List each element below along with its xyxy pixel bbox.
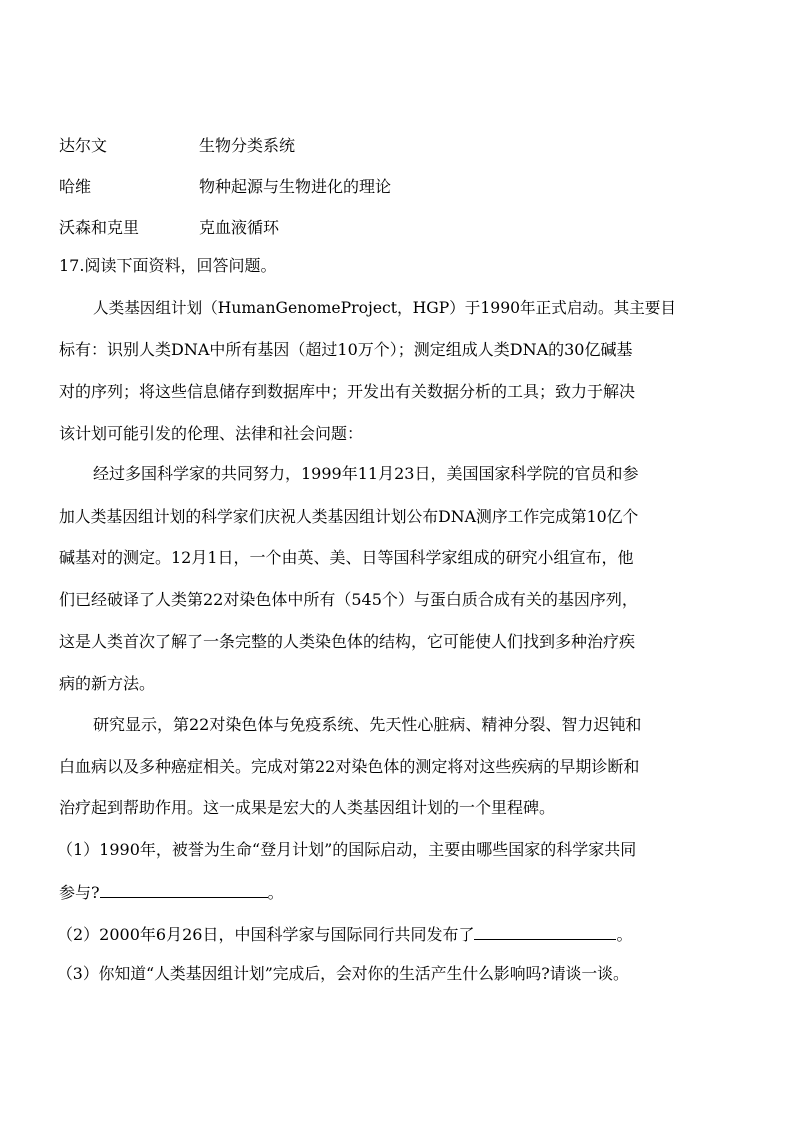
passage-line: 对的序列；将这些信息储存到数据库中；开发出有关数据分析的工具；致力于解决 bbox=[59, 382, 636, 401]
sub-question-3: （3）你知道“人类基因组计划”完成后，会对你的生活产生什么影响吗?请谈一谈。 bbox=[57, 964, 629, 983]
sub-question-1: （1）1990年，被誉为生命“登月计划”的国际启动，主要由哪些国家的科学家共同 bbox=[57, 840, 637, 859]
passage-line: 该计划可能引发的伦理、法律和社会问题： bbox=[59, 424, 364, 443]
passage-line: 加人类基因组计划的科学家们庆祝人类基因组计划公布DNA测序工作完成第10亿个 bbox=[59, 507, 639, 526]
sub-question-2 bbox=[57, 923, 632, 945]
pair-left: 沃森和克里 bbox=[59, 218, 140, 237]
sub-question-1-answer-line bbox=[59, 881, 284, 903]
matching-pair bbox=[0, 215, 794, 235]
passage-line: 病的新方法。 bbox=[59, 674, 156, 693]
passage-line: 这是人类首次了解了一条完整的人类染色体的结构，它可能使人们找到多种治疗疾 bbox=[59, 632, 636, 651]
passage-line: 标有：识别人类DNA中所有基因（超过10万个）；测定组成人类DNA的30亿碱基 bbox=[59, 340, 633, 359]
passage-line: 经过多国科学家的共同努力，1999年11月23日，美国国家科学院的官员和参 bbox=[93, 464, 639, 483]
pair-right: 生物分类系统 bbox=[199, 136, 296, 155]
pair-right: 物种起源与生物进化的理论 bbox=[199, 177, 392, 196]
pair-right: 克血液循环 bbox=[199, 218, 280, 237]
matching-pair bbox=[0, 133, 794, 153]
q1-prefix: 参与? bbox=[59, 883, 100, 902]
pair-left: 哈维 bbox=[59, 177, 92, 196]
q2-prefix: （2）2000年6月26日，中国科学家与国际同行共同发布了 bbox=[57, 925, 475, 944]
q1-suffix: 。 bbox=[267, 883, 284, 902]
passage-line: 研究显示，第22对染色体与免疫系统、先天性心脏病、精神分裂、智力迟钝和 bbox=[93, 715, 642, 734]
q2-suffix: 。 bbox=[616, 925, 633, 944]
matching-pair bbox=[0, 174, 794, 194]
q1-answer-blank[interactable] bbox=[100, 881, 268, 898]
passage-line: 碱基对的测定。12月1日，一个由英、美、日等国科学家组成的研究小组宣布，他 bbox=[59, 548, 634, 567]
question-title: 17.阅读下面资料，回答问题。 bbox=[59, 256, 277, 275]
passage-line: 们已经破译了人类第22对染色体中所有（545个）与蛋白质合成有关的基因序列， bbox=[59, 590, 638, 609]
q2-answer-blank[interactable] bbox=[474, 923, 616, 940]
passage-line: 白血病以及多种癌症相关。完成对第22对染色体的测定将对这些疾病的早期诊断和 bbox=[59, 757, 640, 776]
pair-left: 达尔文 bbox=[59, 136, 108, 155]
passage-line: 人类基因组计划（HumanGenomeProject，HGP）于1990年正式启动。其主要目 bbox=[93, 299, 676, 317]
passage-line: 治疗起到帮助作用。这一成果是宏大的人类基因组计划的一个里程碑。 bbox=[59, 798, 556, 817]
